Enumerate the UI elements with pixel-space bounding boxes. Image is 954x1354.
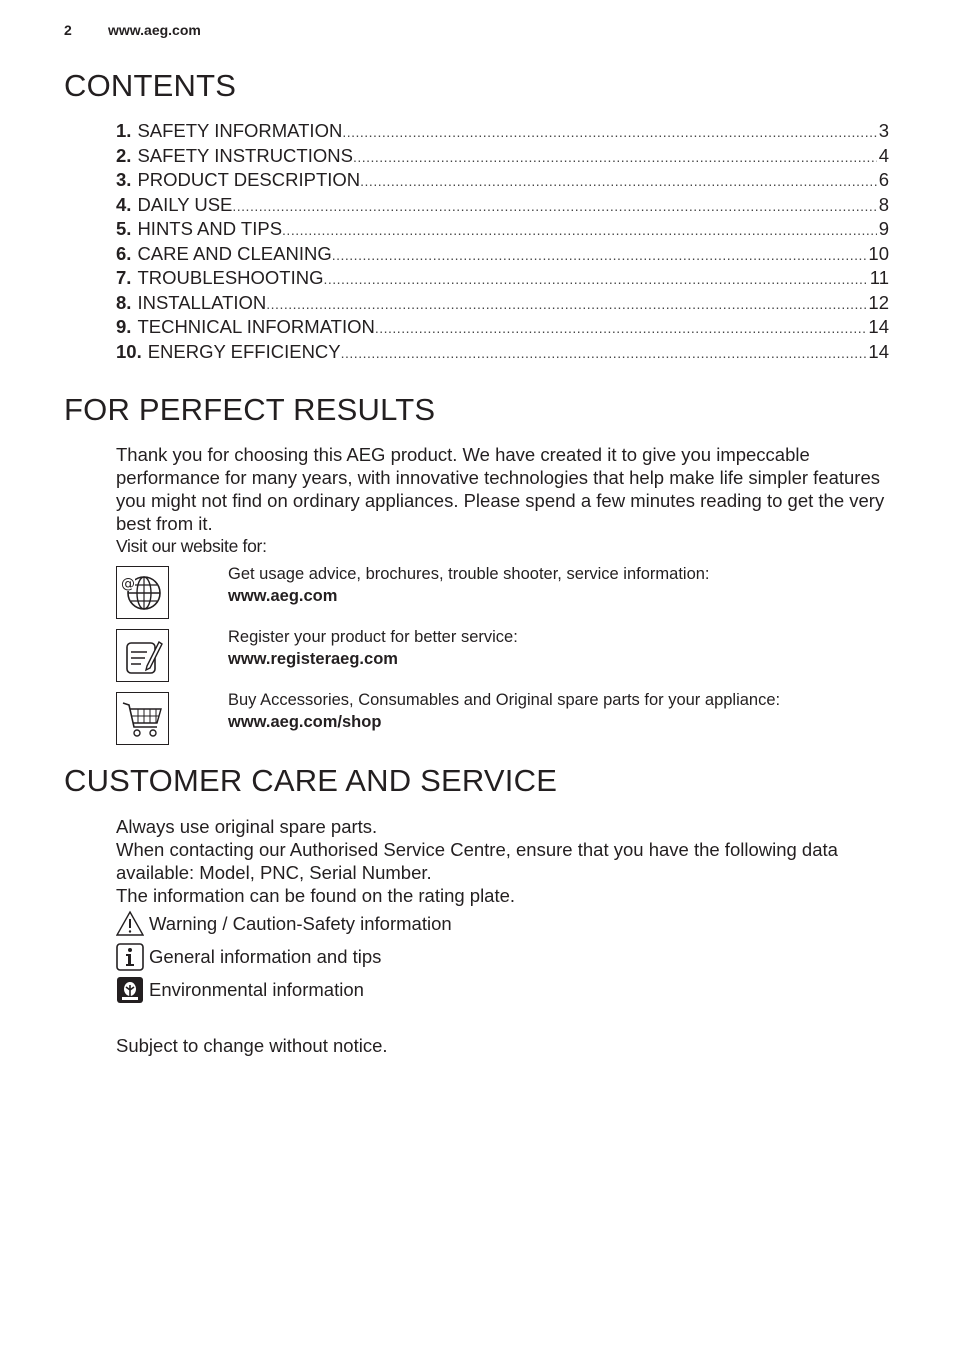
legend-warning-label: Warning / Caution-Safety information [149,913,452,934]
row-usage-text: Get usage advice, brochures, trouble shooter, service information: [228,565,710,583]
results-heading: FOR PERFECT RESULTS [64,392,436,427]
header-site[interactable]: www.aeg.com [108,22,201,38]
care-line-2: When contacting our Authorised Service Centre, ensure that you have the following data available: Model, PNC, Serial Number. [116,839,838,883]
info-icon [116,943,144,971]
toc-item[interactable]: 1. SAFETY INFORMATION ..... 3 [116,120,889,145]
toc-item[interactable]: 7. TROUBLESHOOTING ..... 11 [116,267,889,292]
toc-item[interactable]: 9. TECHNICAL INFORMATION ..... 14 [116,316,889,341]
link-shop[interactable]: www.aeg.com/shop [228,713,382,731]
svg-text:@: @ [121,576,135,592]
intro-paragraph: Thank you for choosing this AEG product. We have created it to give you impeccable performance for many years, with innovative technologies that help make life simpler features you might not find on ordinary appliances. Please spend a few minutes reading to get the very best from it. [116,444,885,534]
legend-info [116,943,381,971]
toc-item[interactable]: 4. DAILY USE ..... 8 [116,194,889,219]
care-heading: CUSTOMER CARE AND SERVICE [64,763,558,798]
warning-icon [116,910,144,938]
toc-item[interactable]: 6. CARE AND CLEANING ..... 10 [116,243,889,268]
toc-item[interactable]: 3. PRODUCT DESCRIPTION ..... 6 [116,169,889,194]
row-shop-text: Buy Accessories, Consumables and Original spare parts for your appliance: [228,691,781,709]
register-pen-icon [116,629,169,682]
legend-warning [116,910,452,938]
toc-item[interactable]: 10. ENERGY EFFICIENCY ..... 14 [116,341,889,366]
globe-at-icon [116,566,169,619]
page-header [64,22,201,38]
visit-label: Visit our website for: [116,536,267,556]
change-notice: Subject to change without notice. [116,1035,388,1056]
contents-heading: CONTENTS [64,68,237,103]
care-line-1: Always use original spare parts. [116,816,378,837]
link-aeg[interactable]: www.aeg.com [228,587,338,605]
toc-item[interactable]: 5. HINTS AND TIPS ..... 9 [116,218,889,243]
legend-info-label: General information and tips [149,946,382,967]
care-paragraph [116,815,896,907]
environment-icon [116,976,144,1004]
legend-environment-label: Environmental information [149,979,364,1000]
row-register-text: Register your product for better service: [228,628,518,646]
legend-environment [116,976,364,1004]
link-register[interactable]: www.registeraeg.com [228,650,398,668]
toc-item[interactable]: 8. INSTALLATION ..... 12 [116,292,889,317]
care-line-3: The information can be found on the rating plate. [116,885,516,906]
page-number: 2 [64,22,72,38]
shopping-cart-icon [116,692,169,745]
toc-item[interactable]: 2. SAFETY INSTRUCTIONS ..... 4 [116,145,889,170]
table-of-contents [116,120,889,365]
